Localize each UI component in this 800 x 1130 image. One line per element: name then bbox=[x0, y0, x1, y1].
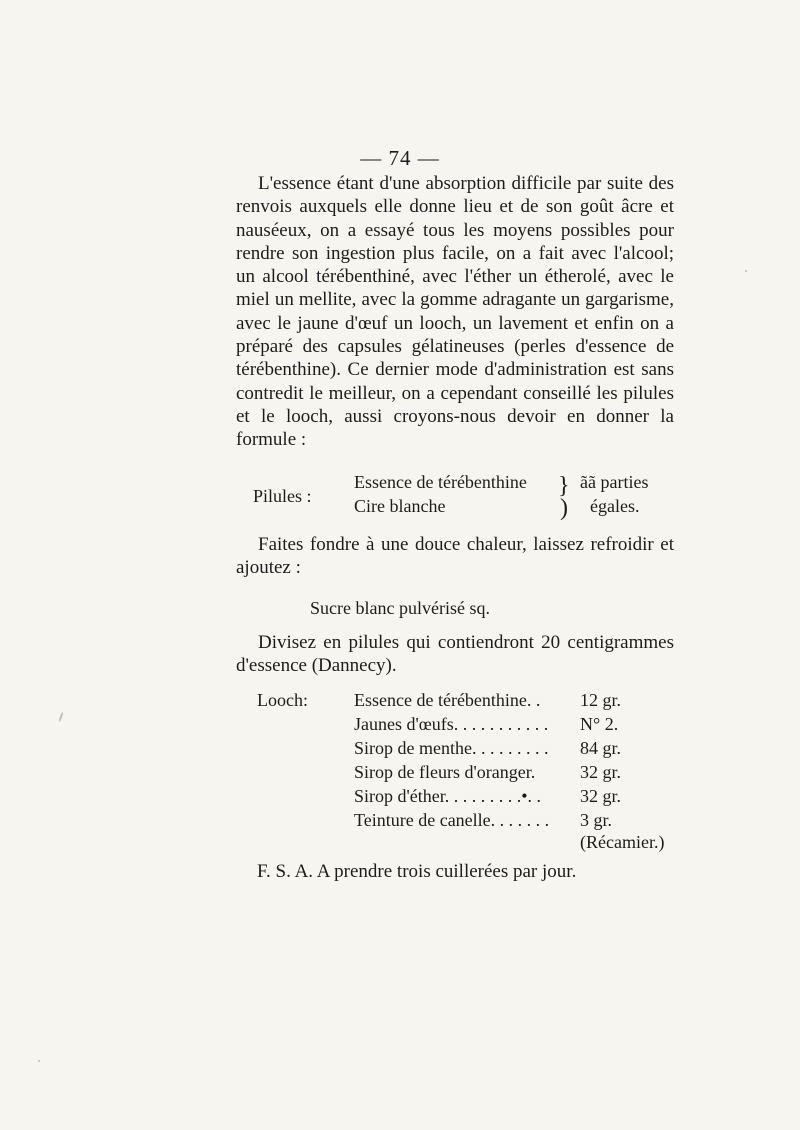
looch-quantity: 32 gr. bbox=[580, 762, 622, 782]
looch-ingredient: Sirop d'éther. . . . . . . . .•. . bbox=[354, 786, 542, 806]
brace-glyph: ) bbox=[560, 495, 568, 521]
looch-attribution: (Récamier.) bbox=[580, 832, 665, 852]
paragraph-faites bbox=[236, 533, 674, 580]
text-line: nauséeux, on a essayé tous les moyens possibles pour bbox=[236, 219, 674, 241]
closing-instruction: F. S. A. A prendre trois cuillerées par jour. bbox=[257, 861, 577, 882]
text-line: formule : bbox=[236, 429, 307, 451]
looch-ingredient: Sirop de menthe. . . . . . . . . bbox=[354, 738, 549, 758]
text-line: préparé des capsules gélatineuses (perles d'essence de bbox=[236, 336, 674, 358]
text-line: térébenthine). Ce dernier mode d'administration est sans bbox=[236, 359, 674, 381]
looch-ingredient: Sirop de fleurs d'oranger. bbox=[354, 762, 536, 782]
looch-quantity: N° 2. bbox=[580, 714, 619, 734]
looch-quantity: 84 gr. bbox=[580, 738, 622, 758]
paragraph-divisez bbox=[236, 631, 674, 678]
text-line: Divisez en pilules qui contiendront 20 centigrammes bbox=[258, 632, 674, 653]
text-line: contredit le meilleur, on a cependant conseillé les pilules bbox=[236, 382, 674, 404]
looch-quantity: 32 gr. bbox=[580, 786, 622, 806]
pilules-ingredient: Essence de térébenthine bbox=[354, 472, 527, 492]
pilules-proportion: égales. bbox=[590, 496, 640, 516]
looch-label: Looch: bbox=[257, 690, 308, 710]
text-line: miel un mellite, avec la gomme adragante un gargarisme, bbox=[236, 289, 674, 311]
looch-quantity: 12 gr. bbox=[580, 690, 622, 710]
text-line: et le looch, aussi croyons-nous devoir en donner la bbox=[236, 405, 674, 427]
looch-ingredient: Teinture de canelle. . . . . . . bbox=[354, 810, 550, 830]
text-line: rendre son ingestion plus facile, on a fait avec l'alcool; bbox=[236, 242, 674, 264]
text-line: renvois auxquels elle donne lieu et de son goût âcre et bbox=[236, 196, 674, 218]
brace-glyph: } bbox=[558, 473, 570, 499]
text-line: avec le jaune d'œuf un looch, un lavement et enfin on a bbox=[236, 312, 674, 334]
paper-blemish bbox=[745, 270, 747, 272]
page-number: — 74 — bbox=[360, 146, 440, 170]
text-line: ajoutez : bbox=[236, 557, 301, 579]
text-line: Faites fondre à une douce chaleur, laissez refroidir et bbox=[258, 534, 674, 555]
paragraph-essence bbox=[236, 172, 674, 452]
sucre-line: Sucre blanc pulvérisé sq. bbox=[310, 598, 490, 618]
pilules-label: Pilules : bbox=[253, 486, 312, 506]
pilules-ingredient: Cire blanche bbox=[354, 496, 446, 516]
text-line: d'essence (Dannecy). bbox=[236, 655, 397, 677]
paper-blemish bbox=[58, 712, 63, 722]
looch-quantity: 3 gr. bbox=[580, 810, 613, 830]
looch-ingredient: Essence de térébenthine. . bbox=[354, 690, 541, 710]
text-line: un alcool térébenthiné, avec l'éther un étherolé, avec le bbox=[236, 266, 674, 288]
looch-ingredient: Jaunes d'œufs. . . . . . . . . . . bbox=[354, 714, 549, 734]
pilules-proportion: ãã parties bbox=[580, 472, 649, 492]
paper-blemish bbox=[38, 1060, 40, 1062]
text-line: L'essence étant d'une absorption difficile par suite des bbox=[258, 173, 674, 194]
